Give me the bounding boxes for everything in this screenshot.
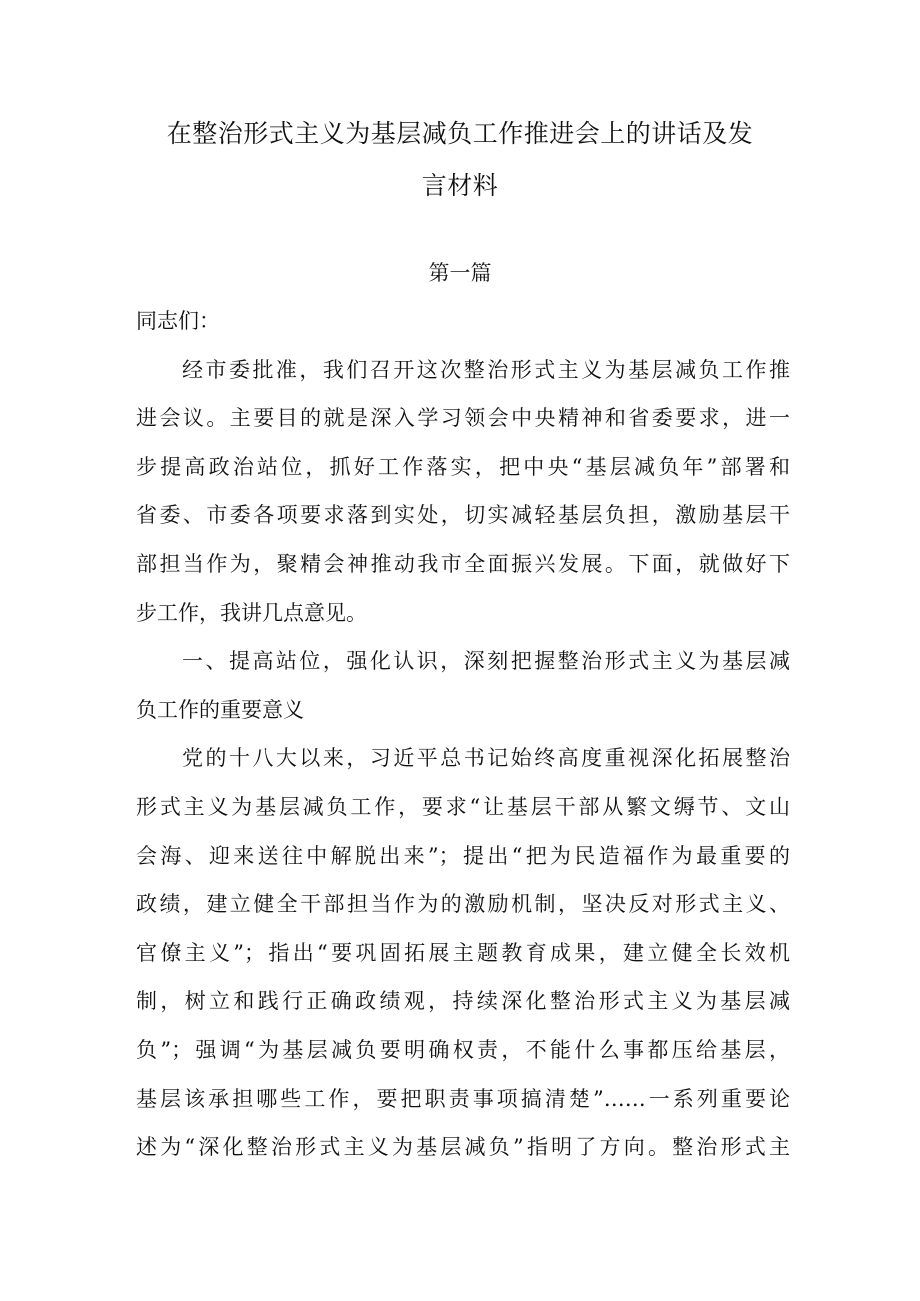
paragraph-line: 基层该承担哪些工作，要把职责事项搞清楚”……一系列重要论 xyxy=(136,1086,790,1111)
section-heading: 第一篇 xyxy=(428,261,492,285)
document-body xyxy=(136,297,790,1172)
paragraph-line: 述为“深化整治形式主义为基层减负”指明了方向。整治形式主 xyxy=(136,1135,790,1160)
document-title xyxy=(120,108,800,212)
title-line: 言材料 xyxy=(421,171,499,200)
paragraph-line: 官僚主义”；指出“要巩固拓展主题教育成果，建立健全长效机 xyxy=(136,940,790,965)
paragraph-line: 会海、迎来送往中解脱出来”；提出“把为民造福作为最重要的 xyxy=(136,843,790,868)
paragraph-line: 经市委批准，我们召开这次整治形式主义为基层减负工作推 xyxy=(182,357,790,382)
paragraph-line: 负”；强调“为基层减负要明确权责，不能什么事都压给基层， xyxy=(136,1037,790,1062)
subheading-line: 一、提高站位，强化认识，深刻把握整治形式主义为基层减 xyxy=(182,649,790,674)
paragraph-line: 步提高政治站位，抓好工作落实，把中央“基层减负年”部署和 xyxy=(136,454,790,479)
paragraph-line: 制，树立和践行正确政绩观，持续深化整治形式主义为基层减 xyxy=(136,989,790,1014)
title-line: 在整治形式主义为基层减负工作推进会上的讲话及发 xyxy=(166,119,754,148)
paragraph-line: 政绩，建立健全干部担当作为的激励机制，坚决反对形式主义、 xyxy=(136,892,790,917)
paragraph-line: 步工作，我讲几点意见。 xyxy=(136,600,367,625)
paragraph-line: 省委、市委各项要求落到实处，切实减轻基层负担，激励基层干 xyxy=(136,503,790,528)
subheading-line: 负工作的重要意义 xyxy=(136,697,304,722)
paragraph-line: 形式主义为基层减负工作，要求“让基层干部从繁文缛节、文山 xyxy=(136,794,790,819)
salutation: 同志们： xyxy=(136,309,220,333)
paragraph-line: 党的十八大以来，习近平总书记始终高度重视深化拓展整治 xyxy=(182,746,790,771)
paragraph-line: 部担当作为，聚精会神推动我市全面振兴发展。下面，就做好下 xyxy=(136,551,790,576)
paragraph-line: 进会议。主要目的就是深入学习领会中央精神和省委要求，进一 xyxy=(136,406,790,431)
